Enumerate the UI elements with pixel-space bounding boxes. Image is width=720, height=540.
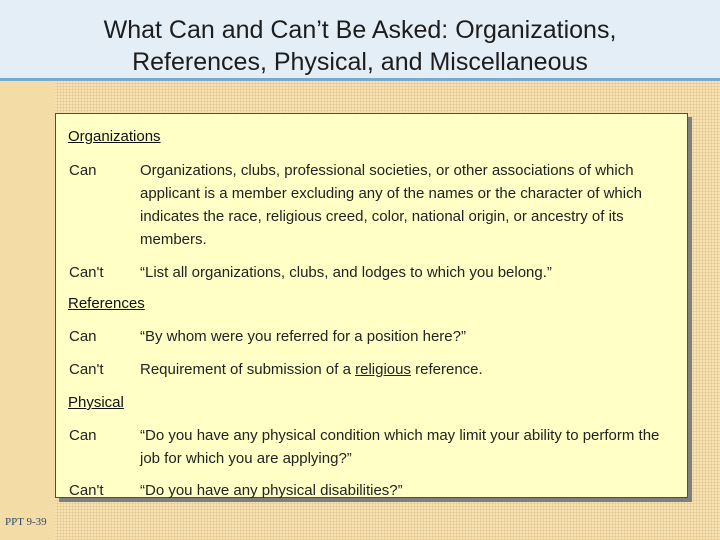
references-can-label: Can: [69, 328, 97, 345]
slide-title-line-2: References, Physical, and Miscellaneous: [132, 48, 588, 76]
organizations-cant-label: Can't: [69, 264, 104, 281]
physical-can-label: Can: [69, 427, 97, 444]
organizations-can-label: Can: [69, 162, 97, 179]
references-cant-emphasis: religious: [355, 361, 411, 378]
slide-title: [30, 14, 690, 78]
references-cant-text-pre: Requirement of submission of a: [140, 361, 356, 378]
references-cant-text: [140, 358, 675, 381]
title-band: [0, 0, 720, 81]
physical-cant-label: Can't: [69, 482, 104, 499]
content-card: [55, 113, 688, 498]
section-heading-physical: Physical: [68, 394, 124, 411]
left-decorative-strip: [0, 81, 55, 540]
physical-can-text: “Do you have any physical condition which may limit your ability to perform the job for which you are applying?”: [140, 427, 660, 467]
references-can-text: “By whom were you referred for a position here?”: [140, 328, 466, 345]
slide-title-line-1: What Can and Can’t Be Asked: Organizations,: [103, 16, 617, 44]
slide-number: PPT 9-39: [5, 516, 47, 528]
references-cant-label: Can't: [69, 361, 104, 378]
organizations-cant-text: “List all organizations, clubs, and lodges to which you belong.”: [140, 264, 552, 281]
physical-cant-text: “Do you have any physical disabilities?”: [140, 482, 403, 499]
organizations-can-text: Organizations, clubs, professional societies, or other associations of which applicant is a member excluding any of the names or the character of which indicates the race, religious creed, color, national origin, or ancestry of its members.: [140, 162, 642, 248]
section-heading-organizations: Organizations: [68, 128, 161, 145]
section-heading-references: References: [68, 295, 145, 312]
references-cant-text-post: reference.: [410, 361, 483, 378]
